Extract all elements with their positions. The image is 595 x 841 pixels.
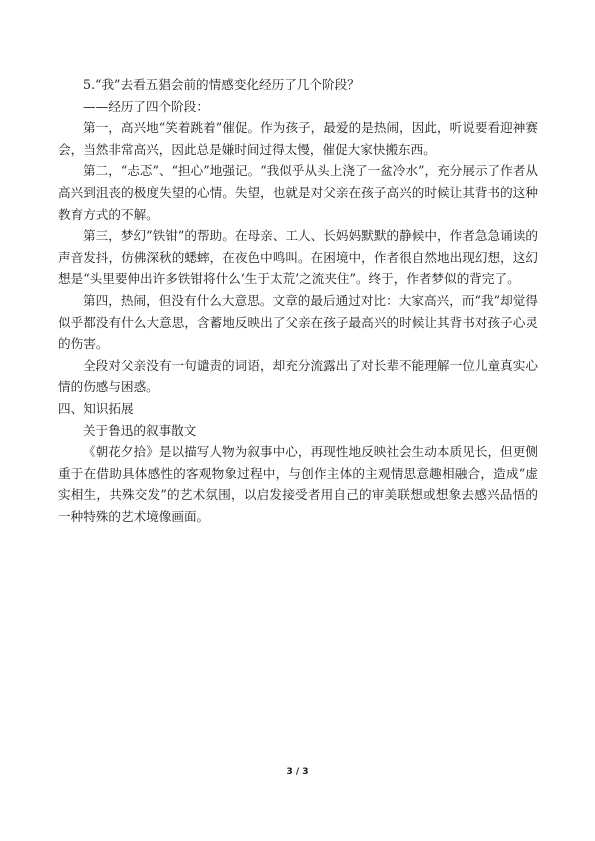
section-heading: 四、知识拓展: [58, 400, 134, 416]
stage-paragraph-2: 第二，“忐忑”、“担心”地强记。“我似乎从头上浇了一盆冷水”，充分展示了作者从高兴到沮丧的极度失望的心情。失望，也就是对父亲在孩子高兴的时候让其背书的这种教育方式的不解。: [58, 163, 538, 222]
question-text: 5.“我”去看五猖会前的情感变化经历了几个阶段？: [83, 77, 360, 92]
answer-lead: ——经历了四个阶段：: [83, 98, 209, 114]
summary-paragraph: 全段对父亲没有一句谴责的词语，却充分流露出了对长辈不能理解一位儿童真实心情的伤感与困惑。: [58, 357, 538, 395]
stage-paragraph-1: 第一，高兴地“笑着跳着”催促。作为孩子，最爱的是热闹，因此，听说要看迎神赛会，当然非常高兴，因此总是嫌时间过得太慢，催促大家快搬东西。: [58, 120, 538, 157]
stage-paragraph-3: 第三，梦幻“铁钳”的帮助。在母亲、工人、长妈妈默默的静候中，作者急急诵读的声音发抖，仿佛深秋的蟋蟀，在夜色中鸣叫。在困境中，作者很自然地出现幻想，这幻想是“头里要伸出许多铁钳将什么‘生于太荒’之流夹住”。终于，作者梦似的背完了。: [58, 228, 538, 287]
page-number: 3 / 3: [286, 767, 309, 777]
sub-heading: 关于鲁迅的叙事散文: [83, 422, 197, 438]
extension-paragraph: 《朝花夕拾》是以描写人物为叙事中心，再现性地反映社会生动本质见长，但更侧重于在借助具体感性的客观物象过程中，与创作主体的主观情思意趣相融合，造成“虚实相生，共殊交发”的艺术氛围，以启发接受者用自己的审美联想或想象去感兴品悟的一种特殊的艺术境像画面。: [58, 444, 538, 524]
document-body: [58, 74, 538, 527]
stage-paragraph-4: 第四，热闹，但没有什么大意思。文章的最后通过对比：大家高兴，而“我”却觉得似乎都没有什么大意思，含蓄地反映出了父亲在孩子最高兴的时候让其背书对孩子心灵的伤害。: [58, 292, 538, 352]
